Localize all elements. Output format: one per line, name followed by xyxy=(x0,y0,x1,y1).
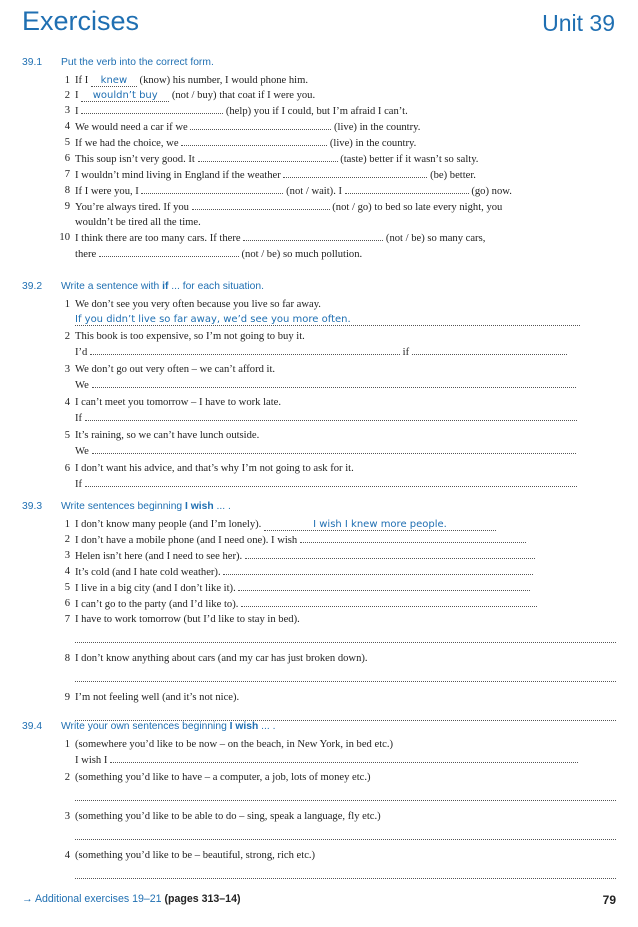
section-instruction: Put the verb into the correct form. xyxy=(61,57,214,68)
section-number: 39.3 xyxy=(22,501,43,512)
answer-field[interactable]: wouldn’t buy xyxy=(81,90,169,102)
footer xyxy=(22,893,616,905)
exercise-item: 3 Helen isn’t here (and I need to see her). xyxy=(61,548,616,564)
exercise-item: 8 I don’t know anything about cars (and my car has just broken down). xyxy=(61,651,616,682)
exercise-item: 4 We would need a car if we (live) in the country. xyxy=(64,121,421,133)
exercise-item: 3 I (help) you if I could, but I’m afraid I can’t. xyxy=(64,105,408,117)
exercise-item: 2 I don’t have a mobile phone (and I need one). I wish xyxy=(61,532,616,548)
exercise-item: 8 If I were you, I (not / wait). I (go) now. xyxy=(64,185,512,197)
answer-field[interactable]: knew xyxy=(91,75,137,87)
answer-field[interactable] xyxy=(75,670,616,682)
section-number: 39.2 xyxy=(22,281,43,292)
section-39-4 xyxy=(22,720,616,879)
exercise-item: 9 I’m not feeling well (and it’s not nice). xyxy=(61,690,616,721)
unit-label: Unit 39 xyxy=(542,10,615,36)
answer-field[interactable] xyxy=(75,789,616,801)
exercise-item: 3 (something you’d like to be able to do – sing, speak a language, fly etc.) xyxy=(61,809,616,840)
section-39-1 xyxy=(22,56,616,262)
arrow-icon: → xyxy=(22,893,33,905)
page-title: Exercises xyxy=(22,6,140,36)
answer-field[interactable] xyxy=(85,410,577,421)
exercise-item: 6 I can’t go to the party (and I’d like to). xyxy=(61,596,616,612)
section-instruction: Write a sentence with if ... for each situation. xyxy=(61,281,264,292)
exercise-item: 9 You’re always tired. If you (not / go) to bed so late every night, you wouldn’t be tired all the time. xyxy=(64,201,503,228)
answer-field[interactable] xyxy=(243,230,383,241)
section-instruction: Write your own sentences beginning I wish ... . xyxy=(61,721,276,732)
section-39-3 xyxy=(22,500,616,721)
answer-field[interactable] xyxy=(75,631,616,643)
answer-field[interactable] xyxy=(92,377,576,388)
exercise-item: 6 This soup isn’t very good. It (taste) better if it wasn’t so salty. xyxy=(64,153,479,165)
exercise-item: 7 I wouldn’t mind living in England if the weather (be) better. xyxy=(64,169,476,181)
exercise-item: 5 I live in a big city (and I don’t like it). xyxy=(61,580,616,596)
section-instruction: Write sentences beginning I wish ... . xyxy=(61,501,231,512)
exercise-item: 4 I can’t meet you tomorrow – I have to work late. If xyxy=(61,395,616,426)
answer-field[interactable] xyxy=(345,183,469,194)
exercise-item: 2 (something you’d like to have – a computer, a job, lots of money etc.) xyxy=(61,770,616,801)
answer-field[interactable] xyxy=(190,119,331,130)
exercise-item: 3 We don’t go out very often – we can’t afford it. We xyxy=(61,362,616,393)
page-number: 79 xyxy=(602,893,616,907)
answer-field[interactable] xyxy=(198,151,338,162)
exercise-item: 1 I don’t know many people (and I’m lonely). I wish I knew more people. xyxy=(61,517,616,532)
exercise-item: 2 This book is too expensive, so I’m not going to buy it. I’d if xyxy=(61,329,616,360)
answer-field[interactable] xyxy=(92,443,576,454)
exercise-item: 6 I don’t want his advice, and that’s why I’m not going to ask for it. If xyxy=(61,461,616,492)
section-39-2 xyxy=(22,280,616,492)
answer-field[interactable] xyxy=(90,344,400,355)
exercise-item: 2 I wouldn’t buy (not / buy) that coat if I were you. xyxy=(64,90,316,101)
additional-exercises-link[interactable]: Additional exercises 19–21 xyxy=(34,893,162,905)
answer-field[interactable] xyxy=(283,167,427,178)
answer-field[interactable] xyxy=(141,183,283,194)
section-number: 39.1 xyxy=(22,57,43,68)
exercise-item: 1 (somewhere you’d like to be now – on the beach, in New York, in bed etc.) I wish I xyxy=(61,737,616,768)
answer-field[interactable] xyxy=(81,103,223,114)
exercise-item: 4 (something you’d like to be – beautiful, strong, rich etc.) xyxy=(61,848,616,879)
answer-field[interactable] xyxy=(110,752,578,763)
exercise-item: 5 It’s raining, so we can’t have lunch outside. We xyxy=(61,428,616,459)
exercise-item: 10 I think there are too many cars. If there (not / be) so many cars, there (not / be) so much pollution. xyxy=(59,232,486,260)
answer-field[interactable] xyxy=(75,828,616,840)
answer-field[interactable] xyxy=(223,564,533,575)
answer-field[interactable] xyxy=(181,135,327,146)
exercise-item: 4 It’s cold (and I hate cold weather). xyxy=(61,564,616,580)
answer-field[interactable] xyxy=(412,344,567,355)
exercise-item: 7 I have to work tomorrow (but I’d like to stay in bed). xyxy=(61,612,616,643)
section-number: 39.4 xyxy=(22,721,43,732)
answer-field[interactable] xyxy=(99,246,239,257)
answer-field[interactable]: If you didn’t live so far away, we’d see you more often. xyxy=(75,314,580,326)
answer-field[interactable] xyxy=(192,199,330,210)
exercise-item: 5 If we had the choice, we (live) in the country. xyxy=(64,137,417,149)
answer-field[interactable] xyxy=(300,532,526,543)
answer-field[interactable] xyxy=(85,476,577,487)
exercise-item: 1 If I knew (know) his number, I would phone him. xyxy=(64,75,309,86)
answer-field[interactable] xyxy=(241,596,537,607)
answer-field[interactable] xyxy=(75,867,616,879)
answer-field[interactable] xyxy=(245,548,535,559)
pages-ref: (pages 313–14) xyxy=(164,893,241,905)
exercise-item: 1 We don’t see you very often because you live so far away. If you didn’t live so far away, we’d see you more often. xyxy=(61,297,616,327)
answer-field[interactable]: I wish I knew more people. xyxy=(264,519,496,531)
answer-field[interactable] xyxy=(238,580,530,591)
